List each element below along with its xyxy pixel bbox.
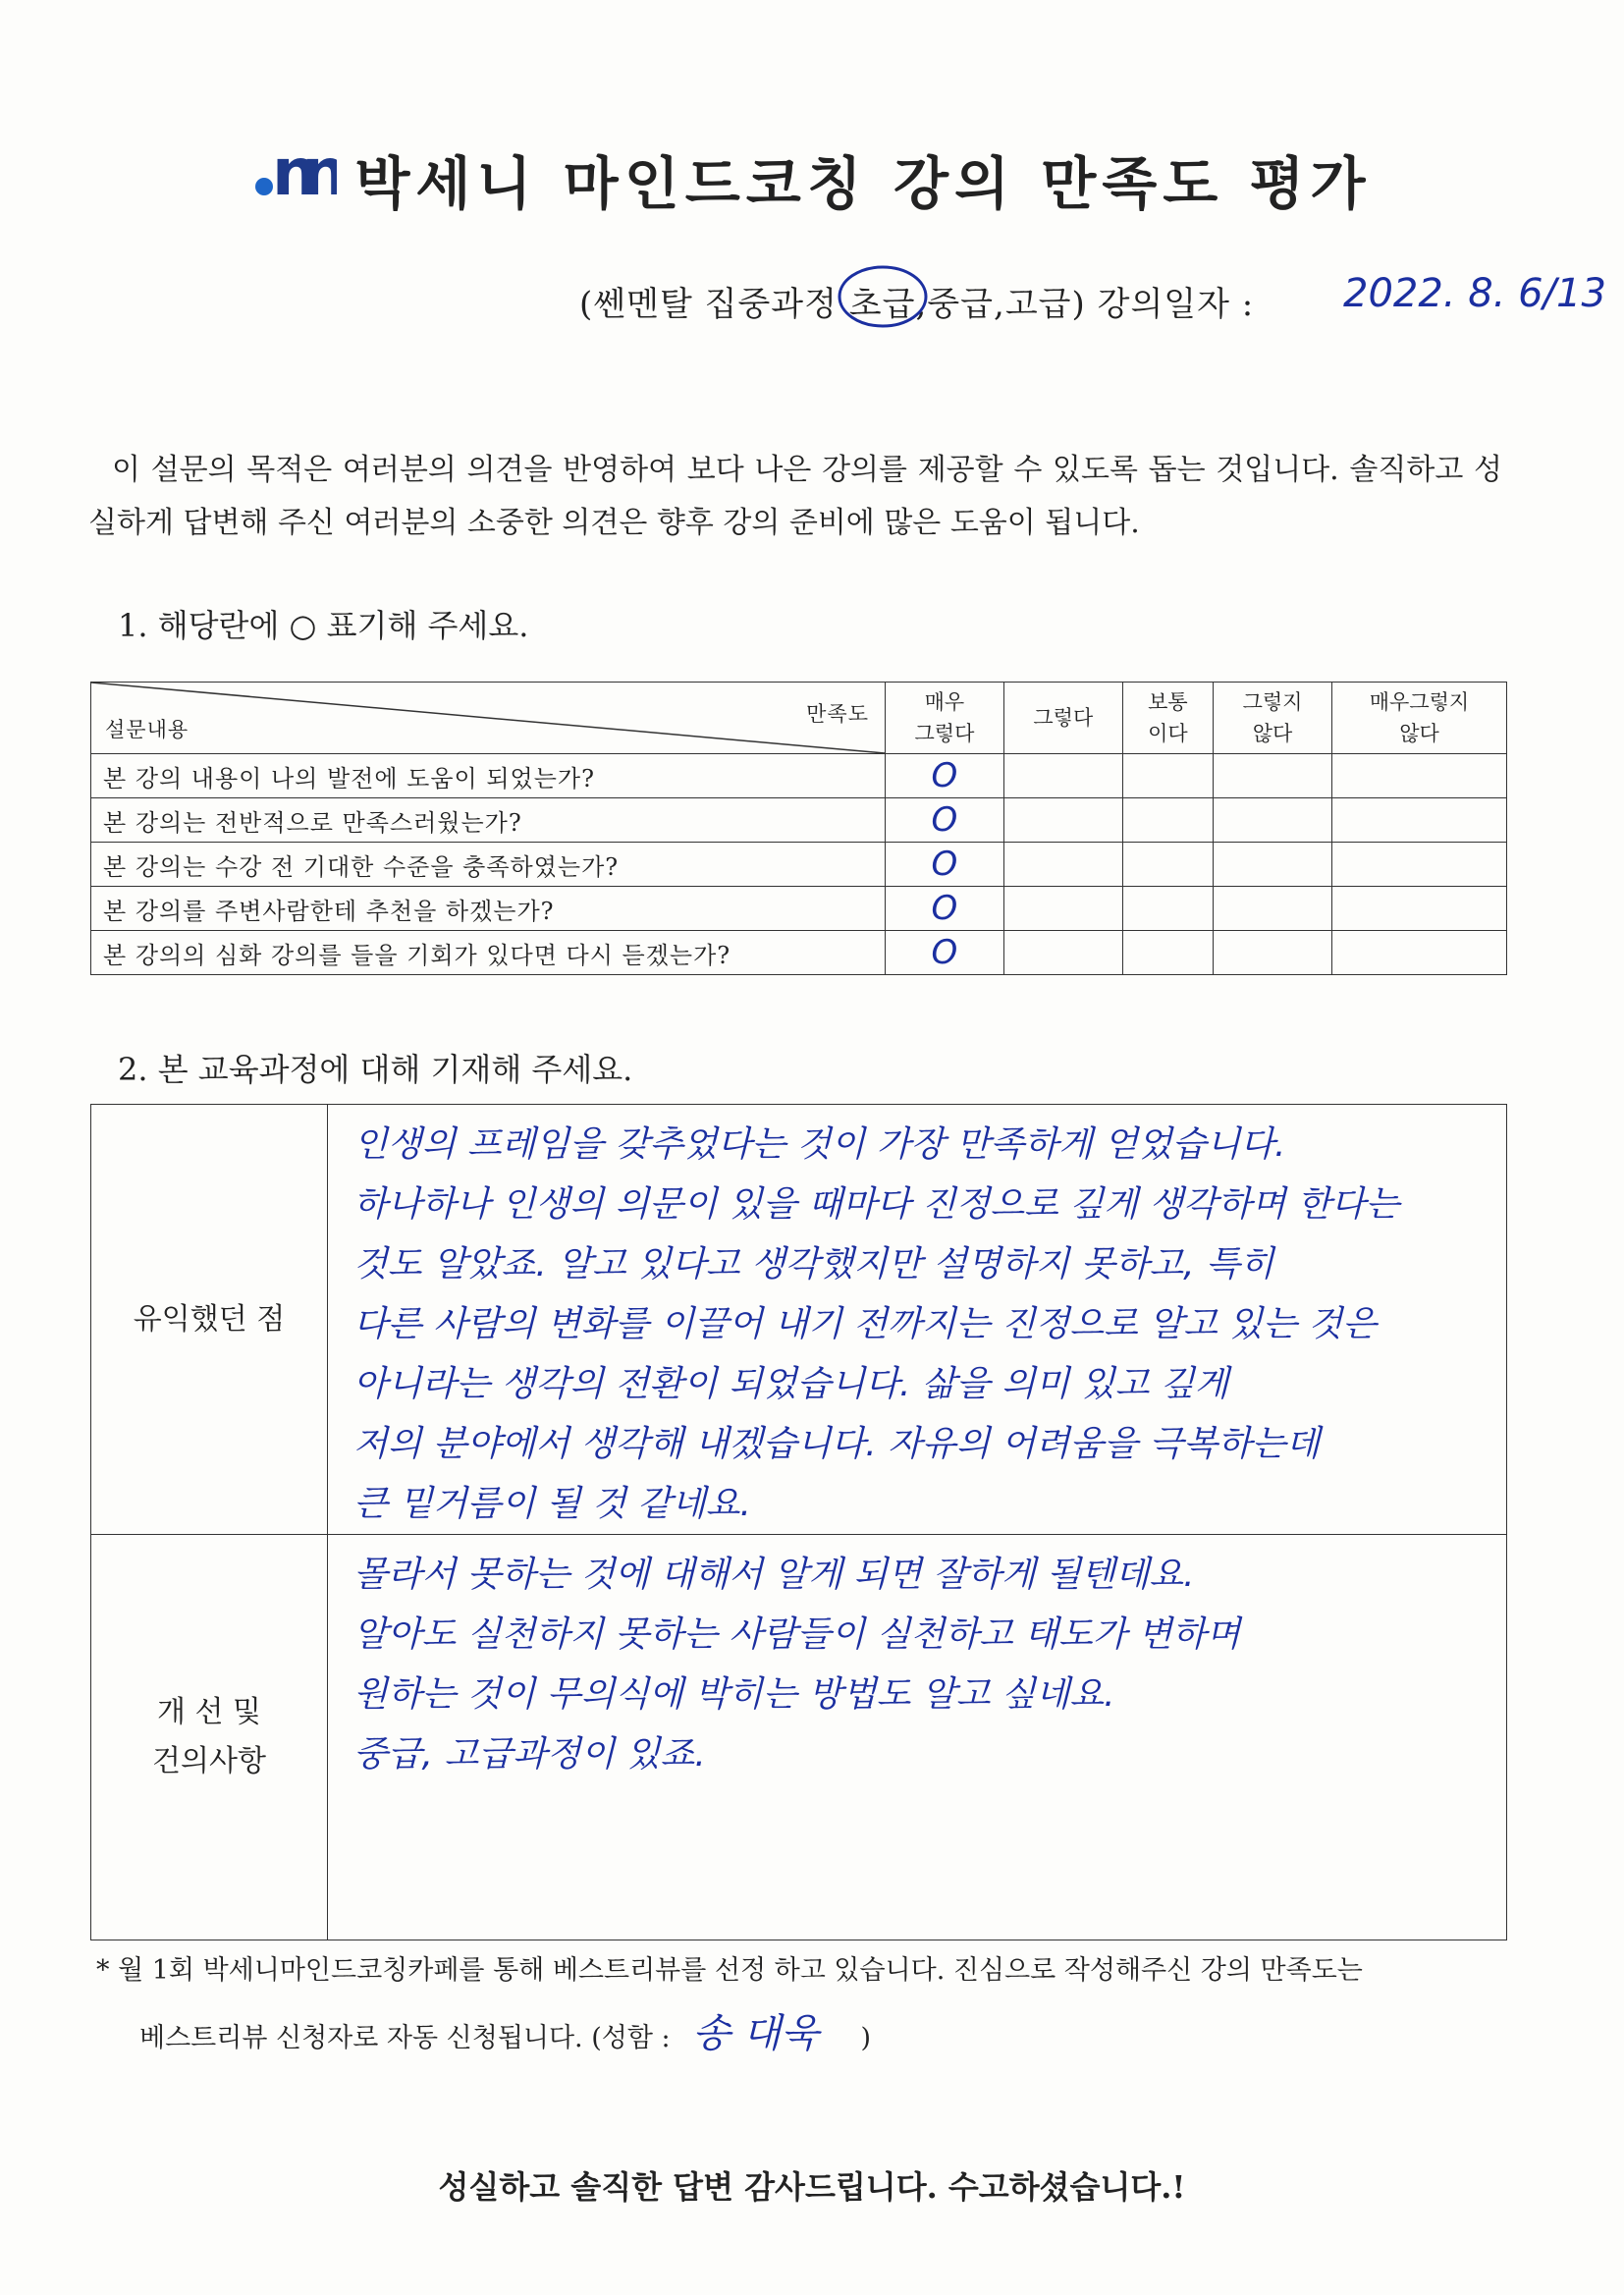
rating-cell[interactable] xyxy=(1214,887,1332,931)
table-row xyxy=(91,798,1507,843)
lecture-date-value: 2022. 8. 6/13 xyxy=(1343,271,1606,316)
satisfaction-table xyxy=(90,682,1507,975)
rating-cell[interactable] xyxy=(1331,887,1506,931)
hand-circle-mark: O xyxy=(931,800,958,840)
handwritten-line: 중급, 고급과정이 있죠. xyxy=(353,1734,706,1775)
diagonal-line-icon xyxy=(91,683,885,753)
hand-circle-mark: O xyxy=(931,845,958,884)
handwritten-line: 것도 알았죠. 알고 있다고 생각했지만 설명하지 못하고, 특히 xyxy=(353,1244,1274,1284)
handwritten-line: 원하는 것이 무의식에 박히는 방법도 알고 싶네요. xyxy=(353,1674,1115,1715)
intro-paragraph xyxy=(88,444,1502,550)
rating-cell[interactable] xyxy=(1122,887,1213,931)
respondent-name: 송 대욱 xyxy=(692,2011,819,2056)
handwritten-line: 몰라서 못하는 것에 대해서 알게 되면 잘하게 될텐데요. xyxy=(353,1555,1195,1595)
rating-cell[interactable] xyxy=(1122,931,1213,975)
footnote-line2-prefix: 베스트리뷰 신청자로 자동 신청됩니다. (성함 : xyxy=(139,2023,671,2053)
question-text: 본 강의의 심화 강의를 들을 기회가 있다면 다시 듣겠는가? xyxy=(91,931,886,975)
hand-circle-mark: O xyxy=(931,933,958,972)
handwritten-line: 저의 분야에서 생각해 내겠습니다. 자유의 어려움을 극복하는데 xyxy=(353,1424,1321,1464)
hand-circle-mark: O xyxy=(931,889,958,928)
rating-cell[interactable] xyxy=(1331,754,1506,798)
svg-text:n: n xyxy=(301,143,338,200)
table-row xyxy=(91,754,1507,798)
table-row xyxy=(91,931,1507,975)
useful-label: 유익했던 점 xyxy=(91,1105,328,1535)
rating-cell[interactable] xyxy=(1003,931,1122,975)
scale-disagree xyxy=(1214,683,1332,754)
rating-cell[interactable] xyxy=(1214,931,1332,975)
scale-neutral xyxy=(1122,683,1213,754)
rating-cell[interactable] xyxy=(1214,798,1332,843)
rating-cell[interactable] xyxy=(1003,798,1122,843)
footnote xyxy=(96,1940,1510,2070)
level-beginner-circled xyxy=(849,277,916,325)
rating-cell[interactable] xyxy=(1214,843,1332,887)
table-row xyxy=(91,843,1507,887)
hand-circle-mark: O xyxy=(931,756,958,795)
improve-label: 개 선 및 건의사항 xyxy=(91,1535,328,1940)
footnote-line1: * 월 1회 박세니마인드코칭카페를 통해 베스트리뷰를 선정 하고 있습니다. 진심으로 작성해주신 강의 만족도는 xyxy=(96,1955,1363,1986)
header-content-label: 설문내용 xyxy=(105,718,189,741)
rating-cell[interactable] xyxy=(1331,843,1506,887)
rating-cell[interactable] xyxy=(1003,754,1122,798)
section2-heading: 2. 본 교육과정에 대해 기재해 주세요. xyxy=(118,1051,633,1088)
feedback-table xyxy=(90,1104,1507,1940)
handwritten-line: 큰 밑거름이 될 것 같네요. xyxy=(353,1484,751,1524)
hand-circle-icon xyxy=(836,263,934,332)
level-intermediate: 중급 xyxy=(927,285,995,324)
page-title xyxy=(0,137,1624,220)
rating-cell[interactable] xyxy=(1214,754,1332,798)
rating-cell[interactable] xyxy=(886,843,1004,887)
footnote-line2-suffix: ) xyxy=(860,2023,871,2053)
course-prefix: (쎈멘탈 집중과정 xyxy=(579,285,838,324)
handwritten-line: 인생의 프레임을 갖추었다는 것이 가장 만족하게 얻었습니다. xyxy=(353,1124,1286,1165)
scale-strongly-disagree xyxy=(1331,683,1506,754)
section1-heading: 1. 해당란에 ○ 표기해 주세요. xyxy=(118,607,529,644)
scale-label: 보통 이다 xyxy=(1148,690,1188,745)
handwritten-line: 하나하나 인생의 의문이 있을 때마다 진정으로 깊게 생각하며 한다는 xyxy=(353,1184,1400,1225)
rating-cell[interactable] xyxy=(1122,754,1213,798)
scale-label: 매우 그렇다 xyxy=(914,690,975,745)
rating-cell[interactable] xyxy=(886,754,1004,798)
handwritten-line: 다른 사람의 변화를 이끌어 내기 전까지는 진정으로 알고 있는 것은 xyxy=(353,1304,1377,1344)
closing-message: 성실하고 솔직한 답변 감사드립니다. 수고하셨습니다.! xyxy=(438,2168,1186,2206)
rating-cell[interactable] xyxy=(1003,887,1122,931)
scale-agree xyxy=(1003,683,1122,754)
question-text: 본 강의 내용이 나의 발전에 도움이 되었는가? xyxy=(91,754,886,798)
scale-label: 매우그렇지 않다 xyxy=(1369,690,1470,745)
rating-cell[interactable] xyxy=(1122,843,1213,887)
rating-cell[interactable] xyxy=(886,887,1004,931)
rating-cell[interactable] xyxy=(1331,798,1506,843)
rating-cell[interactable] xyxy=(1122,798,1213,843)
intro-text: 이 설문의 목적은 여러분의 의견을 반영하여 보다 나은 강의를 제공할 수 있도록 돕는 것입니다. 솔직하고 성실하게 답변해 주신 여러분의 소중한 의견은 향후 강의 준비에 많은 도움이 됩니다. xyxy=(88,453,1502,540)
logo-letters: n xyxy=(272,143,325,200)
useful-answer xyxy=(328,1105,1507,1535)
park-seni-logo-icon xyxy=(252,143,337,214)
handwritten-line: 알아도 실천하지 못하는 사람들이 실천하고 태도가 변하며 xyxy=(353,1614,1241,1655)
header-satisfaction-label: 만족도 xyxy=(806,702,869,726)
question-text: 본 강의는 수강 전 기대한 수준을 충족하였는가? xyxy=(91,843,886,887)
footnote-line2 xyxy=(96,2002,1510,2070)
scale-strongly-agree xyxy=(886,683,1004,754)
level-advanced: 고급 xyxy=(1004,285,1072,324)
improve-answer xyxy=(328,1535,1507,1940)
date-label: 강의일자 : xyxy=(1097,285,1255,324)
rating-cell[interactable] xyxy=(886,798,1004,843)
table-header-row xyxy=(91,683,1507,754)
table-row xyxy=(91,887,1507,931)
rating-cell[interactable] xyxy=(1003,843,1122,887)
scale-label: 그렇다 xyxy=(1033,706,1094,730)
diagonal-header-cell xyxy=(91,683,886,754)
improve-row xyxy=(91,1535,1507,1940)
course-level-line: (쎈멘탈 집중과정 초급,중급,고급) 강의일자 : xyxy=(579,277,1254,325)
rating-cell[interactable] xyxy=(886,931,1004,975)
handwritten-line: 아니라는 생각의 전환이 되었습니다. 삶을 의미 있고 깊게 xyxy=(353,1364,1229,1404)
title-text: 박세니 마인드코칭 강의 만족도 평가 xyxy=(354,150,1372,217)
useful-row xyxy=(91,1105,1507,1535)
course-suffix: ) xyxy=(1071,285,1086,324)
level-beginner: 초급 xyxy=(848,285,916,324)
question-text: 본 강의를 주변사람한테 추천을 하겠는가? xyxy=(91,887,886,931)
rating-cell[interactable] xyxy=(1331,931,1506,975)
scale-label: 그렇지 않다 xyxy=(1242,690,1303,745)
question-text: 본 강의는 전반적으로 만족스러웠는가? xyxy=(91,798,886,843)
